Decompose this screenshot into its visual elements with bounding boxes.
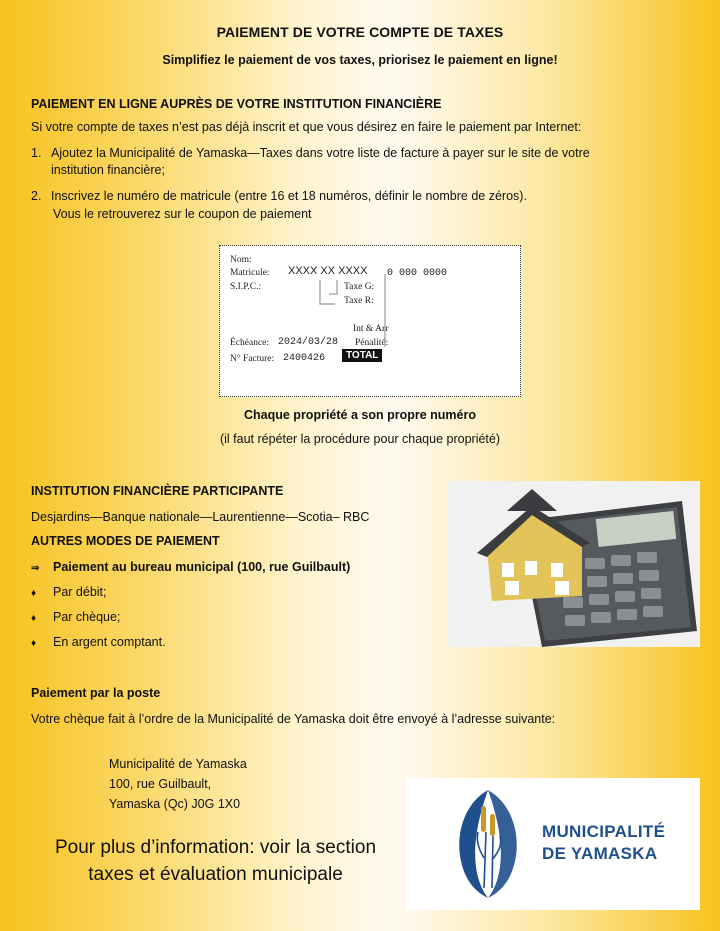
coupon-zeros: 0 000 0000	[387, 268, 448, 279]
coupon-caption-note: (il faut répéter la procédure pour chaque propriété)	[219, 432, 501, 446]
mode-item-cheque	[31, 609, 120, 627]
mode-item-label: Par chèque;	[53, 610, 121, 624]
arrow-icon: ⇒	[31, 563, 40, 574]
step-1-line-2: institution financière;	[51, 163, 165, 177]
diamond-icon: ♦	[31, 613, 37, 624]
coupon-sipc: S.I.P.C.:	[230, 282, 262, 292]
coupon-caption: Chaque propriété a son propre numéro	[244, 408, 476, 422]
logo-emblem-icon	[448, 788, 528, 900]
institutions-list: Desjardins—Banque nationale—Laurentienne—Scotia– RBC	[31, 510, 370, 524]
step-2	[31, 188, 691, 205]
coupon-penalite: Pénalité:	[355, 338, 389, 348]
address-line-2: 100, rue Guilbault,	[109, 777, 212, 791]
municipality-logo	[406, 778, 700, 910]
coupon-taxe-g: Taxe G:	[344, 282, 375, 292]
mode-item-label: Paiement au bureau municipal (100, rue Guilbault)	[53, 560, 351, 574]
payment-coupon-sample	[219, 245, 521, 397]
online-heading: PAIEMENT EN LIGNE AUPRÈS DE VOTRE INSTITUTION FINANCIÈRE	[31, 97, 442, 111]
coupon-taxe-r: Taxe R:	[344, 296, 374, 306]
mode-item-cash	[31, 634, 166, 652]
more-info	[18, 834, 413, 888]
mode-item-label: Par débit;	[53, 585, 107, 599]
step-2-line-1: Inscrivez le numéro de matricule (entre 16 et 18 numéros, définir le nombre de zéros).	[51, 189, 527, 203]
page-subtitle: Simplifiez le paiement de vos taxes, priorisez le paiement en ligne!	[162, 53, 558, 67]
mail-heading: Paiement par la poste	[31, 686, 161, 700]
mode-item-label: En argent comptant.	[53, 635, 166, 649]
coupon-total: TOTAL	[342, 350, 382, 361]
diamond-icon: ♦	[31, 638, 37, 649]
address-line-1: Municipalité de Yamaska	[109, 757, 247, 771]
diamond-icon: ♦	[31, 588, 37, 599]
coupon-facture-label: N° Facture:	[230, 354, 275, 364]
coupon-matricule-value: XXXX XX XXXX	[288, 265, 368, 277]
coupon-facture-value: 2400426	[283, 353, 326, 364]
page-title: PAIEMENT DE VOTRE COMPTE DE TAXES	[216, 24, 504, 40]
house-calculator-image	[447, 481, 700, 647]
coupon-matricule-label: Matricule:	[230, 268, 270, 278]
more-info-line-2: taxes et évaluation municipale	[88, 864, 343, 885]
step-2-line-2: Vous le retrouverez sur le coupon de paiement	[53, 207, 312, 221]
step-1-line-1: Ajoutez la Municipalité de Yamaska—Taxes dans votre liste de facture à payer sur le site de votre	[51, 146, 590, 160]
logo-text-line-1: MUNICIPALITÉ	[542, 822, 666, 841]
coupon-highlight-lines	[315, 272, 395, 352]
mail-text: Votre chèque fait à l’ordre de la Municipalité de Yamaska doit être envoyé à l’adresse suivante:	[31, 712, 556, 726]
coupon-int-arr: Int & Arr	[353, 324, 389, 334]
other-modes-heading: AUTRES MODES DE PAIEMENT	[31, 534, 220, 548]
coupon-echeance-label: Échéance:	[230, 338, 270, 348]
institutions-heading: INSTITUTION FINANCIÈRE PARTICIPANTE	[31, 484, 284, 498]
mode-item-office	[31, 559, 350, 577]
step-1-number: 1.	[31, 146, 42, 160]
coupon-echeance-value: 2024/03/28	[278, 337, 339, 348]
step-1	[31, 145, 691, 162]
step-2-number: 2.	[31, 189, 42, 203]
online-intro: Si votre compte de taxes n’est pas déjà inscrit et que vous désirez en faire le paiement par Internet:	[31, 120, 582, 134]
logo-text-line-2: DE YAMASKA	[542, 844, 658, 863]
mode-item-debit	[31, 584, 107, 602]
more-info-line-1: Pour plus d’information: voir la section	[54, 837, 377, 858]
address-line-3: Yamaska (Qc) J0G 1X0	[109, 797, 241, 811]
coupon-nom: Nom:	[230, 255, 252, 265]
